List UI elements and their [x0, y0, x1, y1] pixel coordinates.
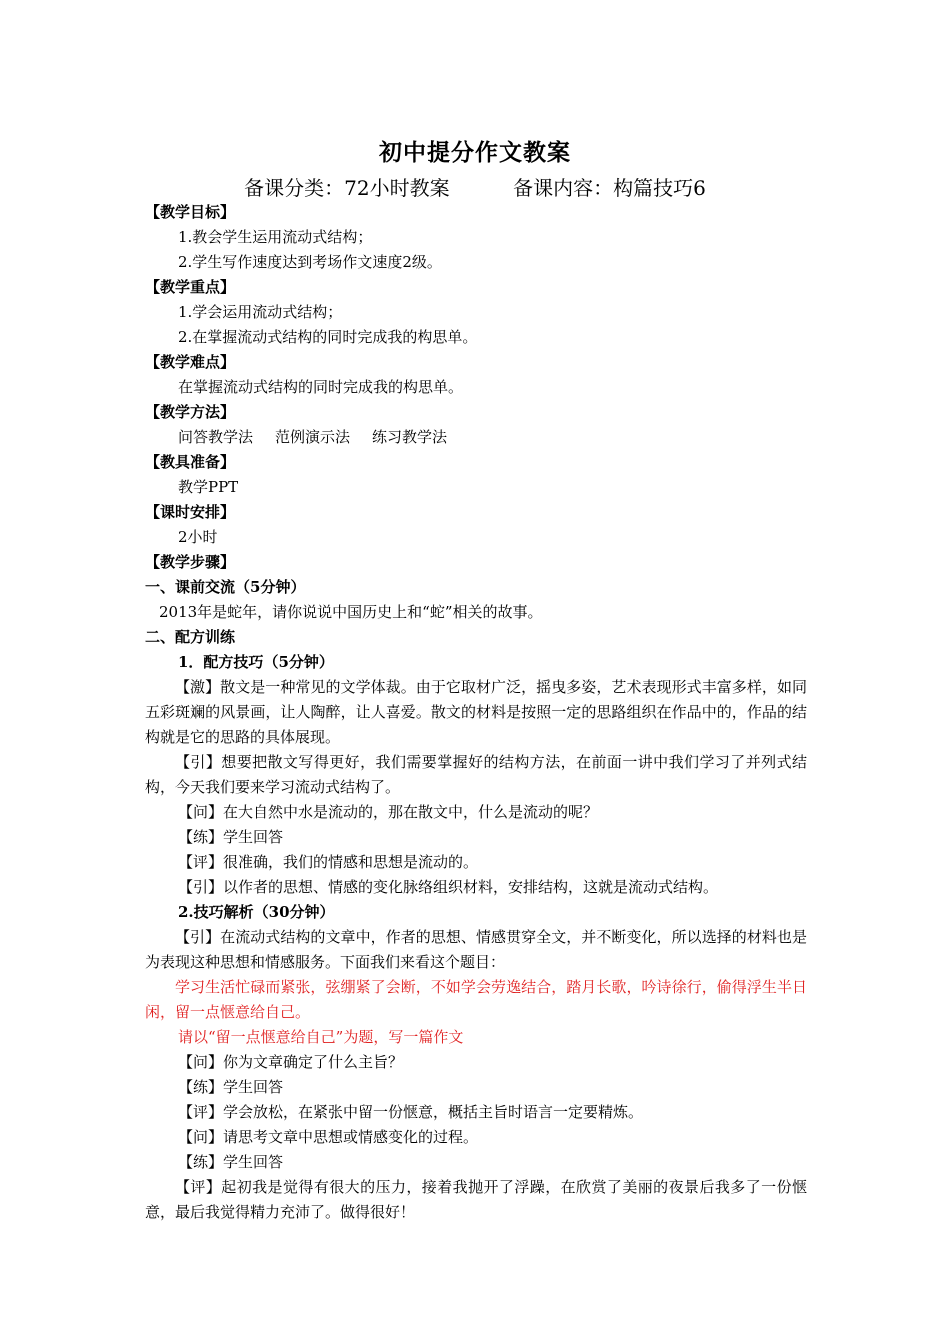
paragraph-ping: 【评】起初我是觉得有很大的压力，接着我抛开了浮躁，在欣赏了美丽的夜景后我多了一份惬意，最后我觉得精力充沛了。做得很好！: [145, 1178, 807, 1221]
goal-item: 2.学生写作速度达到考场作文速度2级。: [178, 253, 442, 271]
step-heading-part2: 二、配方训练: [145, 628, 236, 646]
paragraph-ping: 【评】很准确，我们的情感和思想是流动的。: [178, 853, 479, 871]
paragraph-wen: 【问】在大自然中水是流动的，那在散文中，什么是流动的呢？: [178, 803, 599, 821]
paragraph-lian: 【练】学生回答: [178, 1153, 284, 1171]
section-heading-tools: 【教具准备】: [145, 453, 236, 471]
section-heading-goals: 【教学目标】: [145, 203, 236, 221]
key-point-item: 2.在掌握流动式结构的同时完成我的构思单。: [178, 328, 478, 346]
paragraph-yin: 【引】以作者的思想、情感的变化脉络组织材料，安排结构，这就是流动式结构。: [178, 878, 719, 896]
sub-heading-analysis: 2.技巧解析（30分钟）: [178, 903, 335, 921]
goal-item: 1.教会学生运用流动式结构；: [178, 228, 373, 246]
paragraph-lian: 【练】学生回答: [178, 828, 284, 846]
section-heading-key-points: 【教学重点】: [145, 278, 236, 296]
essay-task: 请以“留一点惬意给自己”为题，写一篇作文: [178, 1028, 464, 1046]
key-point-item: 1.学会运用流动式结构；: [178, 303, 343, 321]
difficulty-item: 在掌握流动式结构的同时完成我的构思单。: [178, 378, 464, 396]
paragraph-yin: 【引】想要把散文写得更好，我们需要掌握好的结构方法，在前面一讲中我们学习了并列式结构，今天我们要来学习流动式结构了。: [145, 753, 807, 796]
step-heading-part1: 一、课前交流（5分钟）: [145, 578, 306, 596]
paragraph-ping: 【评】学会放松，在紧张中留一份惬意，概括主旨时语言一定要精炼。: [178, 1103, 644, 1121]
paragraph-yin: 【引】在流动式结构的文章中，作者的思想、情感贯穿全文，并不断变化，所以选择的材料也是为表现这种思想和情感服务。下面我们来看这个题目：: [145, 928, 807, 971]
paragraph-wen: 【问】请思考文章中思想或情感变化的过程。: [178, 1128, 479, 1146]
page-title: 初中提分作文教案: [379, 139, 571, 166]
document-body: [145, 200, 807, 1225]
section-heading-methods: 【教学方法】: [145, 403, 236, 421]
method-item: 练习教学法: [372, 428, 448, 446]
section-heading-schedule: 【课时安排】: [145, 503, 236, 521]
paragraph-lian: 【练】学生回答: [178, 1078, 284, 1096]
essay-prompt: 学习生活忙碌而紧张，弦绷紧了会断，不如学会劳逸结合，踏月长歌，吟诗徐行，偷得浮生半日闲，留一点惬意给自己。: [145, 978, 807, 1021]
method-item: 范例演示法: [275, 428, 351, 446]
methods-line: [145, 425, 807, 450]
tool-item: 教学PPT: [178, 478, 239, 496]
section-heading-difficulties: 【教学难点】: [145, 353, 236, 371]
page-subtitle: 备课分类：72小时教案 备课内容：构篇技巧6: [244, 176, 706, 200]
sub-heading-technique: 1．配方技巧（5分钟）: [178, 653, 334, 671]
step-text: 2013年是蛇年，请你说说中国历史上和“蛇”相关的故事。: [159, 603, 543, 621]
paragraph-ji: 【激】散文是一种常见的文学体裁。由于它取材广泛，摇曳多姿，艺术表现形式丰富多样，如同五彩斑斓的风景画，让人陶醉，让人喜爱。散文的材料是按照一定的思路组织在作品中的，作品的结构就是它的思路的具体展现。: [145, 678, 807, 746]
method-item: 问答教学法: [178, 428, 254, 446]
section-heading-steps: 【教学步骤】: [145, 553, 236, 571]
paragraph-wen: 【问】你为文章确定了什么主旨？: [178, 1053, 404, 1071]
schedule-item: 2小时: [178, 528, 218, 546]
